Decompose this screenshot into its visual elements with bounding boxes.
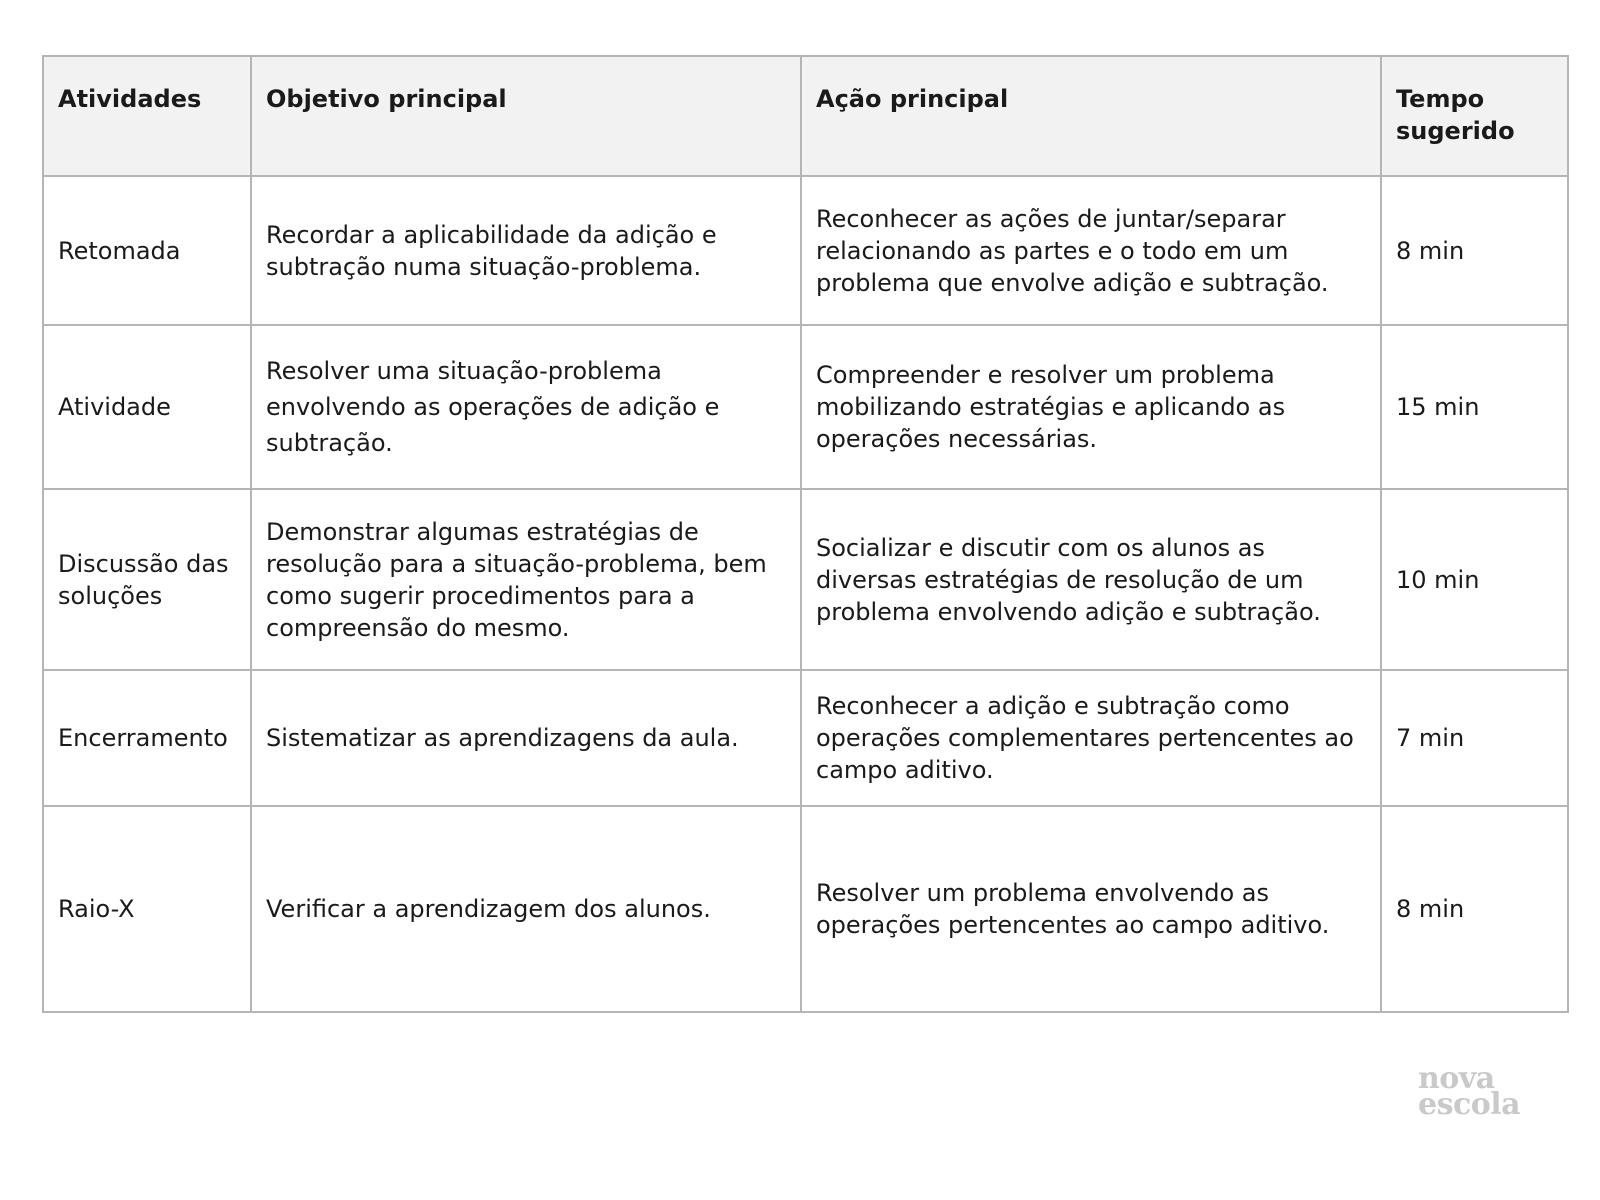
table-body [43,176,1568,1012]
header-main-objective: Objetivo principal [251,56,801,176]
logo-line-2: escola [1418,1087,1521,1122]
table-row [43,670,1568,806]
objective-cell: Recordar a aplicabilidade da adição e subtração numa situação-problema. [251,176,801,325]
action-cell: Reconhecer a adição e subtração como operações complementares pertencentes ao campo aditivo. [801,670,1381,806]
nova-escola-logo [1418,1061,1521,1122]
time-cell: 8 min [1381,806,1568,1012]
objective-cell: Verificar a aprendizagem dos alunos. [251,806,801,1012]
header-main-action: Ação principal [801,56,1381,176]
objective-cell: Demonstrar algumas estratégias de resolução para a situação-problema, bem como sugerir procedimentos para a compreensão do mesmo. [251,489,801,670]
table-row [43,489,1568,670]
activity-cell: Encerramento [43,670,251,806]
action-cell: Reconhecer as ações de juntar/separar relacionando as partes e o todo em um problema que envolve adição e subtração. [801,176,1381,325]
table-row [43,176,1568,325]
activity-cell: Raio-X [43,806,251,1012]
lesson-plan-table [42,55,1569,1013]
action-cell: Resolver um problema envolvendo as operações pertencentes ao campo aditivo. [801,806,1381,1012]
action-cell: Compreender e resolver um problema mobilizando estratégias e aplicando as operações necessárias. [801,325,1381,489]
objective-cell: Sistematizar as aprendizagens da aula. [251,670,801,806]
objective-cell: Resolver uma situação-problema envolvendo as operações de adição e subtração. [251,325,801,489]
activity-cell: Atividade [43,325,251,489]
table-row [43,806,1568,1012]
time-cell: 8 min [1381,176,1568,325]
header-suggested-time: Tempo sugerido [1381,56,1568,176]
logo-line-1: nova [1418,1061,1495,1096]
action-cell: Socializar e discutir com os alunos as diversas estratégias de resolução de um problema envolvendo adição e subtração. [801,489,1381,670]
table-row [43,325,1568,489]
table-header [43,56,1568,176]
time-cell: 10 min [1381,489,1568,670]
time-cell: 7 min [1381,670,1568,806]
activity-cell: Retomada [43,176,251,325]
activity-cell: Discussão das soluções [43,489,251,670]
header-activities: Atividades [43,56,251,176]
header-row [43,56,1568,176]
time-cell: 15 min [1381,325,1568,489]
